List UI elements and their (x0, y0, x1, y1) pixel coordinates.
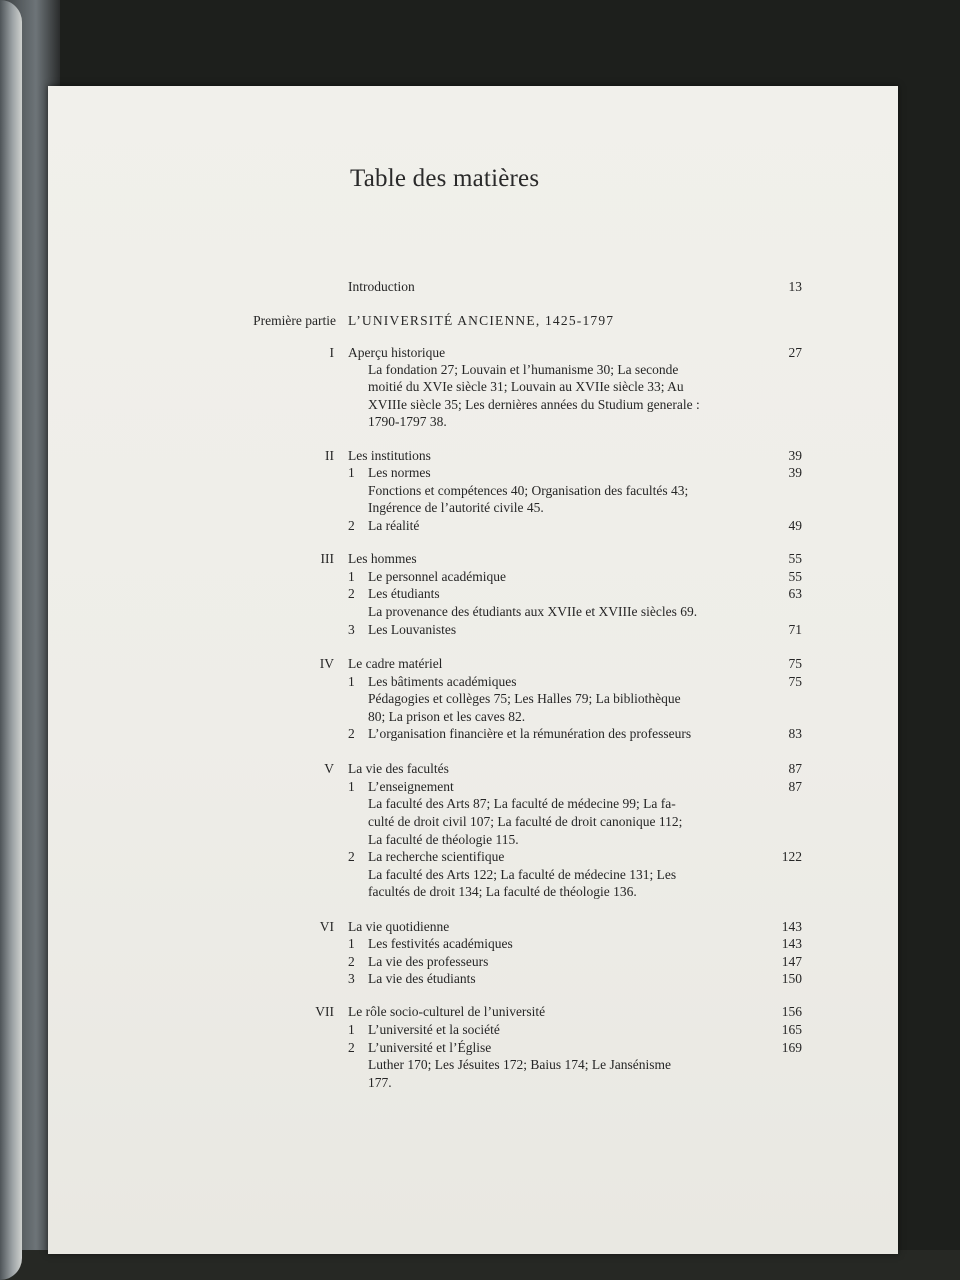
chapter-number: I (329, 345, 334, 360)
section-number: 2 (348, 849, 355, 864)
page-number: 55 (788, 569, 802, 584)
toc-line (0, 1074, 960, 1092)
toc-line (0, 378, 960, 396)
toc-line (0, 550, 960, 568)
entry-text: La faculté des Arts 122; La faculté de médecine 131; Les (368, 867, 677, 882)
entry-text: Ingérence de l’autorité civile 45. (368, 500, 544, 515)
section-number: 2 (348, 518, 355, 533)
chapter-number: V (324, 761, 334, 776)
entry-text: culté de droit civil 107; La faculté de droit canonique 112; (368, 814, 683, 829)
page-number: 39 (788, 448, 802, 463)
entry-text: Introduction (348, 279, 415, 294)
page-number: 165 (781, 1022, 802, 1037)
entry-text: Fonctions et compétences 40; Organisation des facultés 43; (368, 483, 689, 498)
section-number: 1 (348, 465, 355, 480)
entry-text: moitié du XVIe siècle 31; Louvain au XVIIe siècle 33; Au (368, 379, 684, 394)
page-number: 87 (788, 761, 802, 776)
toc-line (0, 708, 960, 726)
chapter-number: VI (319, 919, 334, 934)
toc-line (0, 1021, 960, 1039)
toc-line (0, 278, 960, 296)
section-title: La réalité (368, 518, 420, 533)
toc-line (0, 621, 960, 639)
toc-line (0, 831, 960, 849)
section-title: La vie des professeurs (368, 954, 489, 969)
section-number: 1 (348, 569, 355, 584)
chapter-number: II (325, 448, 334, 463)
section-title: La recherche scientifique (368, 849, 505, 864)
entry-text: 1790-1797 38. (368, 414, 447, 429)
section-title: Les bâtiments académiques (368, 674, 517, 689)
toc-line (0, 778, 960, 796)
page-number: 75 (788, 656, 802, 671)
section-title: Les festivités académiques (368, 936, 513, 951)
section-title: L’université et l’Église (368, 1040, 492, 1055)
section-number: 3 (348, 622, 355, 637)
section-number: 1 (348, 936, 355, 951)
section-title: L’organisation financière et la rémunération des professeurs (368, 726, 692, 741)
toc-line (0, 883, 960, 901)
toc-line (0, 970, 960, 988)
entry-text: La faculté des Arts 87; La faculté de médecine 99; La fa- (368, 796, 676, 811)
toc-line (0, 725, 960, 743)
toc-line (0, 447, 960, 465)
entry-text: L’UNIVERSITÉ ANCIENNE, 1425-1797 (348, 313, 615, 328)
toc-line (0, 361, 960, 379)
section-title: L’université et la société (368, 1022, 500, 1037)
chapter-title: Le cadre matériel (348, 656, 443, 671)
toc-line (0, 312, 960, 330)
section-number: 1 (348, 779, 355, 794)
chapter-title: Les institutions (348, 448, 431, 463)
page-number: 156 (781, 1004, 802, 1019)
page-number: 71 (788, 622, 802, 637)
toc-line (0, 673, 960, 691)
toc-line (0, 953, 960, 971)
chapter-title: La vie quotidienne (348, 919, 450, 934)
toc-line (0, 1056, 960, 1074)
entry-text: La provenance des étudiants aux XVIIe et XVIIIe siècles 69. (368, 604, 698, 619)
section-title: La vie des étudiants (368, 971, 476, 986)
toc-line (0, 813, 960, 831)
toc-line (0, 413, 960, 431)
toc-line (0, 344, 960, 362)
toc-line (0, 935, 960, 953)
page-number: 55 (788, 551, 802, 566)
toc-line (0, 396, 960, 414)
toc-line (0, 1039, 960, 1057)
toc-line (0, 690, 960, 708)
page-title: Table des matières (350, 165, 540, 192)
page-number: 87 (788, 779, 802, 794)
entry-text: 177. (368, 1075, 392, 1090)
page-number: 143 (781, 936, 802, 951)
chapter-title: Le rôle socio-culturel de l’université (348, 1004, 546, 1019)
toc-line (0, 760, 960, 778)
toc-line (0, 482, 960, 500)
page-number: 13 (788, 279, 802, 294)
section-number: 2 (348, 1040, 355, 1055)
toc-line (0, 795, 960, 813)
page-number: 39 (788, 465, 802, 480)
page-number: 83 (788, 726, 802, 741)
toc-line (0, 568, 960, 586)
chapter-number: IV (319, 656, 334, 671)
entry-text: La fondation 27; Louvain et l’humanisme 30; La seconde (368, 362, 679, 377)
section-number: 1 (348, 674, 355, 689)
part-label: Première partie (253, 313, 336, 328)
page-number: 49 (788, 518, 802, 533)
toc-line (0, 517, 960, 535)
entry-text: Pédagogies et collèges 75; Les Halles 79; La bibliothèque (368, 691, 681, 706)
toc-line (0, 499, 960, 517)
chapter-title: Aperçu historique (348, 345, 446, 360)
chapter-title: Les hommes (348, 551, 417, 566)
entry-text: 80; La prison et les caves 82. (368, 709, 526, 724)
section-number: 2 (348, 954, 355, 969)
entry-text: La faculté de théologie 115. (368, 832, 519, 847)
page-number: 169 (781, 1040, 802, 1055)
page-number: 63 (788, 586, 802, 601)
toc-line (0, 1003, 960, 1021)
entry-text: facultés de droit 134; La faculté de théologie 136. (368, 884, 637, 899)
section-title: Les Louvanistes (368, 622, 457, 637)
section-title: Les normes (368, 465, 431, 480)
page-number: 75 (788, 674, 802, 689)
toc-line (0, 603, 960, 621)
entry-text: Luther 170; Les Jésuites 172; Baius 174; Le Jansénisme (368, 1057, 671, 1072)
toc-line (0, 866, 960, 884)
toc-line (0, 655, 960, 673)
page-number: 122 (781, 849, 802, 864)
section-number: 1 (348, 1022, 355, 1037)
chapter-number: III (320, 551, 334, 566)
toc-line (0, 848, 960, 866)
page-number: 143 (781, 919, 802, 934)
section-number: 2 (348, 726, 355, 741)
section-number: 2 (348, 586, 355, 601)
page-number: 27 (788, 345, 802, 360)
page-number: 147 (781, 954, 802, 969)
chapter-number: VII (315, 1004, 334, 1019)
section-title: L’enseignement (368, 779, 454, 794)
section-title: Le personnel académique (368, 569, 506, 584)
section-number: 3 (348, 971, 355, 986)
entry-text: XVIIIe siècle 35; Les dernières années du Studium generale : (368, 397, 700, 412)
toc-line (0, 585, 960, 603)
page-number: 150 (781, 971, 802, 986)
section-title: Les étudiants (368, 586, 440, 601)
chapter-title: La vie des facultés (348, 761, 449, 776)
toc-line (0, 918, 960, 936)
toc-line (0, 464, 960, 482)
